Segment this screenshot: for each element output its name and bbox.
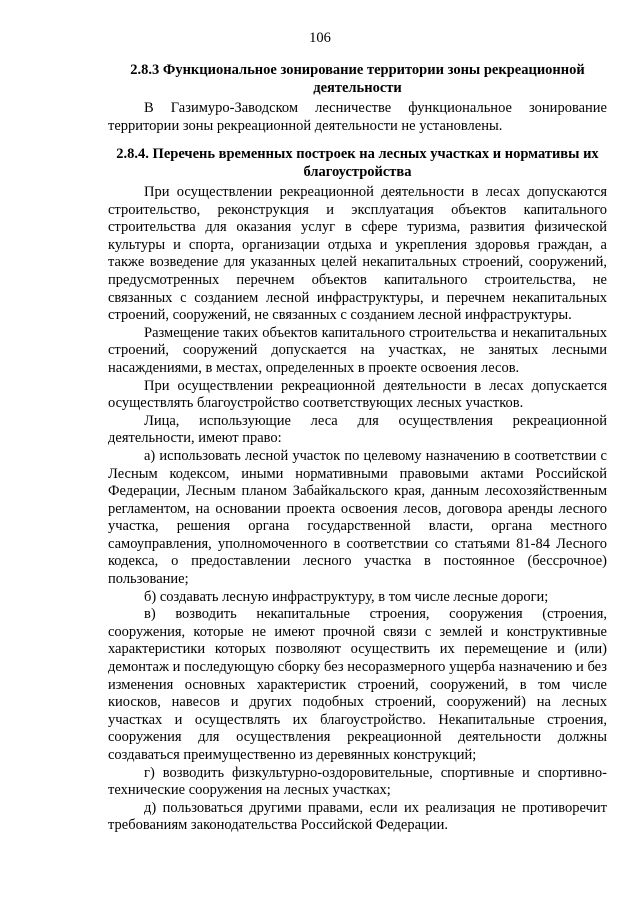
section-body	[108, 184, 607, 835]
page-number: 106	[309, 30, 331, 46]
list-item-a: а) использовать лесной участок по целевому назначению в соответствии с Лесным кодексом, иными нормативными правовыми актами Российской Федерации, Лесным планом Забайкальского края, данным лесохозяйственным регламентом, на основании проекта освоения лесов, договора аренды лесного участка, решения органа государственной власти, органа местного самоуправления, уполномоченного в соответствии со статьями 81-84 Лесного кодекса, о предоставлении лесного участка в постоянное (бессрочное) пользование;	[108, 447, 607, 588]
list-item-g: г) возводить физкультурно-оздоровительные, спортивные и спортивно-технические сооружения на лесных участках;	[108, 764, 607, 799]
list-item-b: б) создавать лесную инфраструктуру, в том числе лесные дороги;	[144, 588, 549, 605]
paragraph-construction: При осуществлении рекреационной деятельности в лесах допускаются строительство, реконструкция и эксплуатация объектов капитального строительства для оказания услуг в сфере туризма, развития физической культуры и спорта, организации отдыха и укрепления здоровья граждан, а также возведение для указанных целей некапитальных строений, сооружений, предусмотренных перечнем объектов капитального строительства, не связанных с созданием лесной инфраструктуры, и перечнем некапитальных строений, сооружений, не связанных с созданием лесной инфраструктуры.	[108, 184, 607, 324]
section-heading-2-8-4: 2.8.4. Перечень временных построек на лесных участках и нормативы их благоустройства	[116, 146, 599, 180]
list-item-d: д) пользоваться другими правами, если их реализация не противоречит требованиям законодательства Российской Федерации.	[108, 799, 607, 834]
section-heading-2-8-3: 2.8.3 Функциональное зонирование территории зоны рекреационной деятельности	[130, 62, 585, 96]
paragraph-placement: Размещение таких объектов капитального строительства и некапитальных строений, сооружений допускается на участках, не занятых лесными насаждениями, в местах, определенных в проекте освоения лесов.	[108, 324, 607, 376]
zoning-paragraph: В Газимуро-Заводском лесничестве функциональное зонирование территории зоны рекреационной деятельности не установлены.	[108, 100, 607, 134]
paragraph-rights-intro: Лица, использующие леса для осуществления рекреационной деятельности, имеют право:	[108, 412, 607, 447]
list-item-v: в) возводить некапитальные строения, сооружения (строения, сооружения, которые не имеют прочной связи с землей и конструктивные характеристики которых позволяют осуществить их перемещение и (или) демонтаж и последующую сборку без несоразмерного ущерба назначению и без изменения основных характеристик строений, сооружений, в том числе киосков, навесов и других подобных строений, сооружений) на лесных участках и осуществлять их благоустройство. Некапитальные строения, сооружения для осуществления рекреационной деятельности должны создаваться преимущественно из деревянных конструкций;	[108, 606, 607, 763]
paragraph-improvement: При осуществлении рекреационной деятельности в лесах допускается осуществлять благоустройство соответствующих лесных участков.	[108, 377, 607, 412]
